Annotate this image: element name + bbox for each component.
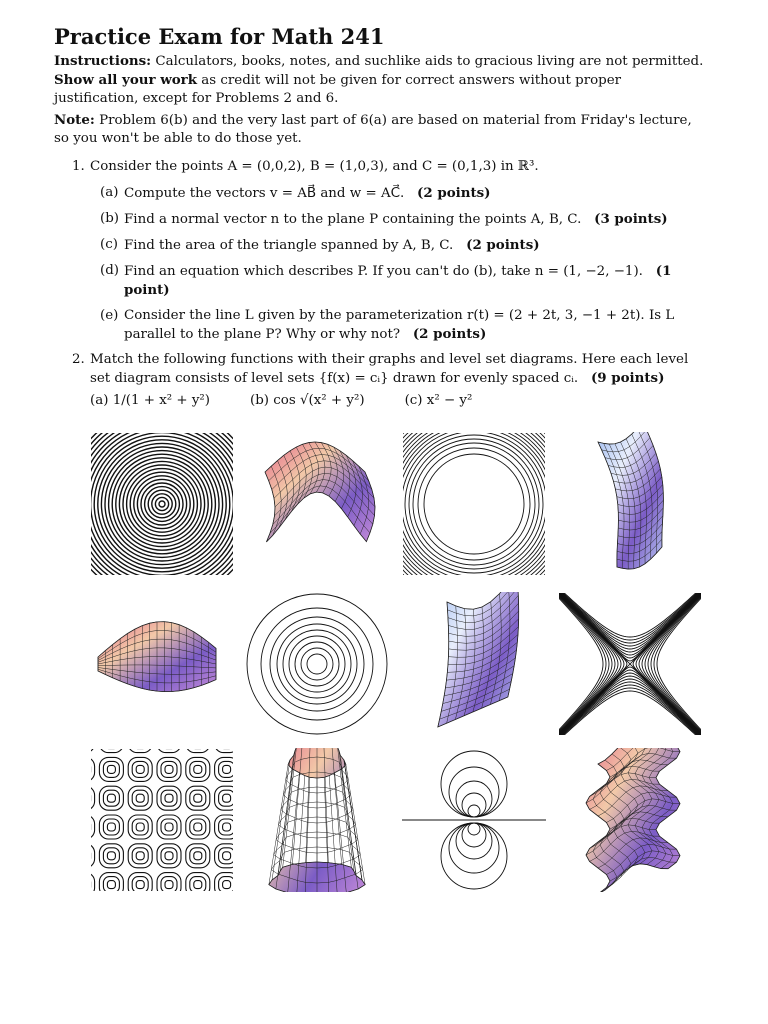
level-curve xyxy=(107,794,115,802)
surface-patch xyxy=(586,748,680,892)
part-text: Compute the vectors v = AB⃗ and w = AC⃗. xyxy=(124,186,405,202)
level-curve xyxy=(223,823,231,831)
surface-graph-curved-fin xyxy=(90,592,234,736)
level-curve xyxy=(161,790,177,806)
level-curve xyxy=(223,794,231,802)
level-curve xyxy=(123,465,201,543)
level-curve xyxy=(441,823,507,889)
level-curve xyxy=(190,748,206,749)
part-label: (a) xyxy=(100,185,119,201)
level-curve xyxy=(424,454,524,554)
level-curve xyxy=(161,761,177,777)
level-curve xyxy=(219,848,234,864)
level-curve xyxy=(90,815,95,839)
level-curve xyxy=(270,617,364,711)
level-curve xyxy=(90,786,95,810)
level-curve xyxy=(194,823,202,831)
level-curve xyxy=(456,823,492,859)
level-curve xyxy=(261,608,373,720)
level-curve xyxy=(136,765,144,773)
level-curve xyxy=(194,881,202,889)
level-curve xyxy=(134,476,190,532)
level-curve xyxy=(103,761,119,777)
level-curve xyxy=(99,748,123,753)
problem-list xyxy=(54,158,706,410)
level-curve xyxy=(132,790,148,806)
level-curve xyxy=(90,819,91,835)
level-curve xyxy=(165,765,173,773)
level-curve xyxy=(90,790,91,806)
level-curve xyxy=(219,748,234,749)
level-curve xyxy=(136,823,144,831)
level-set-grid-ovals xyxy=(90,748,234,892)
level-curve xyxy=(155,497,168,510)
level-curve xyxy=(161,819,177,835)
level-curve xyxy=(558,592,627,736)
level-curve xyxy=(558,592,702,661)
level-curve xyxy=(103,819,119,835)
instructions-bold: Show all your work xyxy=(54,72,197,89)
level-curve xyxy=(141,483,183,525)
level-curve xyxy=(136,794,144,802)
part-points: (2 points) xyxy=(417,185,491,202)
level-curve xyxy=(223,881,231,889)
part-label: (d) xyxy=(100,263,120,279)
clipped-group xyxy=(90,748,234,892)
level-curve xyxy=(441,751,507,817)
part-text: Consider the line L given by the parameterization r(t) = (2 + 2t, 3, −1 + 2t). Is L parallel to the plane P? Why or why not? xyxy=(124,308,675,343)
level-curve xyxy=(219,819,234,835)
level-curve xyxy=(219,761,234,777)
part-points: (2 points) xyxy=(412,326,487,343)
level-curve xyxy=(90,757,95,781)
clipped-group xyxy=(558,592,702,736)
level-curve xyxy=(90,873,95,892)
problem-1-text: Consider the points A = (0,0,2), B = (1,0,3), and C = (0,1,3) in ℝ³. xyxy=(90,159,539,175)
surface-graph-tilted-saddle xyxy=(558,432,702,576)
level-curve xyxy=(107,823,115,831)
part-points: (1 point) xyxy=(124,263,672,299)
problem-2 xyxy=(54,351,706,410)
level-curve xyxy=(161,877,177,892)
level-curve xyxy=(449,767,499,817)
level-curve xyxy=(307,654,327,674)
level-curve xyxy=(103,790,119,806)
level-curve xyxy=(103,877,119,892)
level-curve xyxy=(215,873,234,892)
level-curve xyxy=(165,852,173,860)
level-curve xyxy=(247,594,387,734)
part-label: (b) xyxy=(100,211,120,227)
level-curve xyxy=(90,748,95,753)
level-curve xyxy=(186,748,210,753)
level-curve xyxy=(165,794,173,802)
level-curve xyxy=(558,592,702,658)
note-label: Note: xyxy=(54,111,95,128)
level-curve xyxy=(107,852,115,860)
level-curve xyxy=(165,881,173,889)
problem-2-points: (9 points) xyxy=(590,370,665,387)
level-curve xyxy=(119,461,204,546)
level-curve xyxy=(109,451,216,558)
level-curve xyxy=(161,748,177,749)
level-curve xyxy=(132,819,148,835)
level-curve xyxy=(633,592,702,736)
level-set-concentric-circles xyxy=(402,432,546,576)
problem-2-number: 2. xyxy=(72,352,85,368)
problem-1 xyxy=(54,158,706,344)
problem-1-parts xyxy=(90,184,706,344)
level-curve xyxy=(165,823,173,831)
level-curve xyxy=(90,844,95,868)
level-curve xyxy=(107,881,115,889)
level-curve xyxy=(194,765,202,773)
problem-1-part-e xyxy=(90,307,706,344)
part-text: Find the area of the triangle spanned by A, B, C. xyxy=(124,238,454,254)
function-candidates xyxy=(90,392,706,410)
level-curve xyxy=(103,748,119,749)
level-curve xyxy=(90,848,91,864)
level-curve xyxy=(90,877,91,892)
level-curve xyxy=(449,823,499,873)
surface-patch xyxy=(438,592,519,727)
level-curve xyxy=(223,765,231,773)
exam-page xyxy=(54,24,706,410)
level-curve xyxy=(405,435,543,573)
surface-graph-twisted-ribbon xyxy=(558,748,702,892)
page-title: Practice Exam for Math 241 xyxy=(54,24,385,49)
level-curve xyxy=(105,447,219,561)
surface-graph-ripple-bowl xyxy=(245,748,389,892)
level-set-hyperbolas xyxy=(558,592,702,736)
level-curve xyxy=(136,852,144,860)
part-text: Find a normal vector n to the plane P containing the points A, B, C. xyxy=(124,212,582,228)
part-text: Find an equation which describes P. If you can't do (b), take n = (1, −2, −1). xyxy=(124,264,643,280)
level-curve xyxy=(90,761,91,777)
level-curve xyxy=(558,670,702,736)
level-curve xyxy=(132,848,148,864)
level-curve xyxy=(107,765,115,773)
level-curve xyxy=(157,748,181,753)
level-curve xyxy=(219,790,234,806)
problem-1-number: 1. xyxy=(72,159,85,175)
instructions xyxy=(54,52,706,109)
level-curve xyxy=(194,794,202,802)
level-curve xyxy=(409,439,539,569)
level-curve xyxy=(558,667,702,736)
level-curve xyxy=(103,848,119,864)
level-curve xyxy=(558,682,702,736)
level-curve xyxy=(215,748,234,753)
level-curve xyxy=(132,748,148,749)
surface-graph-blue-saddle xyxy=(402,592,546,736)
note-text: Problem 6(b) and the very last part of 6(a) are based on material from Friday's lecture, so you won't be able to do those yet. xyxy=(54,112,692,146)
level-curve xyxy=(145,487,180,522)
level-curve xyxy=(283,630,351,698)
level-curve xyxy=(418,448,530,560)
level-curve xyxy=(558,592,612,736)
level-curve xyxy=(648,592,702,736)
instructions-label: Instructions: xyxy=(54,53,152,69)
level-curve xyxy=(159,501,165,507)
candidate-c: (c) x² − y² xyxy=(404,392,473,408)
part-points: (3 points) xyxy=(594,211,668,228)
level-curve xyxy=(289,636,345,692)
candidate-a: (a) 1/(1 + x² + y²) xyxy=(90,392,211,408)
level-curve xyxy=(194,852,202,860)
figure-grid xyxy=(90,432,710,902)
level-curve xyxy=(132,877,148,892)
level-curve xyxy=(636,592,702,736)
level-curve xyxy=(413,443,535,565)
level-curve xyxy=(136,881,144,889)
level-curve xyxy=(90,748,91,749)
problem-1-part-b xyxy=(90,210,706,229)
level-curve xyxy=(190,761,206,777)
level-curve xyxy=(301,648,333,680)
surface-graph-wave-sheet xyxy=(245,432,389,576)
instructions-text-1: Calculators, books, notes, and suchlike aids to gracious living are not permitted. xyxy=(151,54,704,69)
problem-1-part-d xyxy=(90,262,706,300)
level-curve xyxy=(161,848,177,864)
level-set-dense-rings xyxy=(90,432,234,576)
clipped-group xyxy=(402,432,546,576)
level-curve xyxy=(219,877,234,892)
instructions-text-2: as credit will not be given for correct answers without proper justification, except for Problems 2 and 6. xyxy=(54,73,622,107)
problem-1-part-c xyxy=(90,236,706,255)
level-curve xyxy=(468,805,480,817)
problem-2-text: Match the following functions with their graphs and level set diagrams. Here each level set diagram consists of level sets {f(x) = cᵢ} drawn for evenly spaced cᵢ. xyxy=(90,352,689,387)
level-curve xyxy=(94,436,230,572)
level-curve xyxy=(468,823,480,835)
part-label: (e) xyxy=(100,308,119,324)
level-curve xyxy=(190,848,206,864)
part-points: (2 points) xyxy=(466,237,540,254)
level-curve xyxy=(558,592,702,646)
level-curve xyxy=(128,748,152,753)
level-set-circles-in-circle xyxy=(245,592,389,736)
level-curve xyxy=(295,642,339,686)
level-curve xyxy=(558,592,624,736)
level-curve xyxy=(130,472,194,536)
level-curve xyxy=(456,781,492,817)
part-label: (c) xyxy=(100,237,118,253)
level-curve xyxy=(190,877,206,892)
note xyxy=(54,111,706,148)
level-curve xyxy=(98,440,226,568)
level-set-dipole-circles xyxy=(402,748,546,892)
clipped-group xyxy=(90,432,234,576)
level-curve xyxy=(132,761,148,777)
level-curve xyxy=(190,790,206,806)
level-curve xyxy=(223,852,231,860)
candidate-b: (b) cos √(x² + y²) xyxy=(250,392,365,408)
problem-1-part-a xyxy=(90,184,706,203)
level-curve xyxy=(190,819,206,835)
